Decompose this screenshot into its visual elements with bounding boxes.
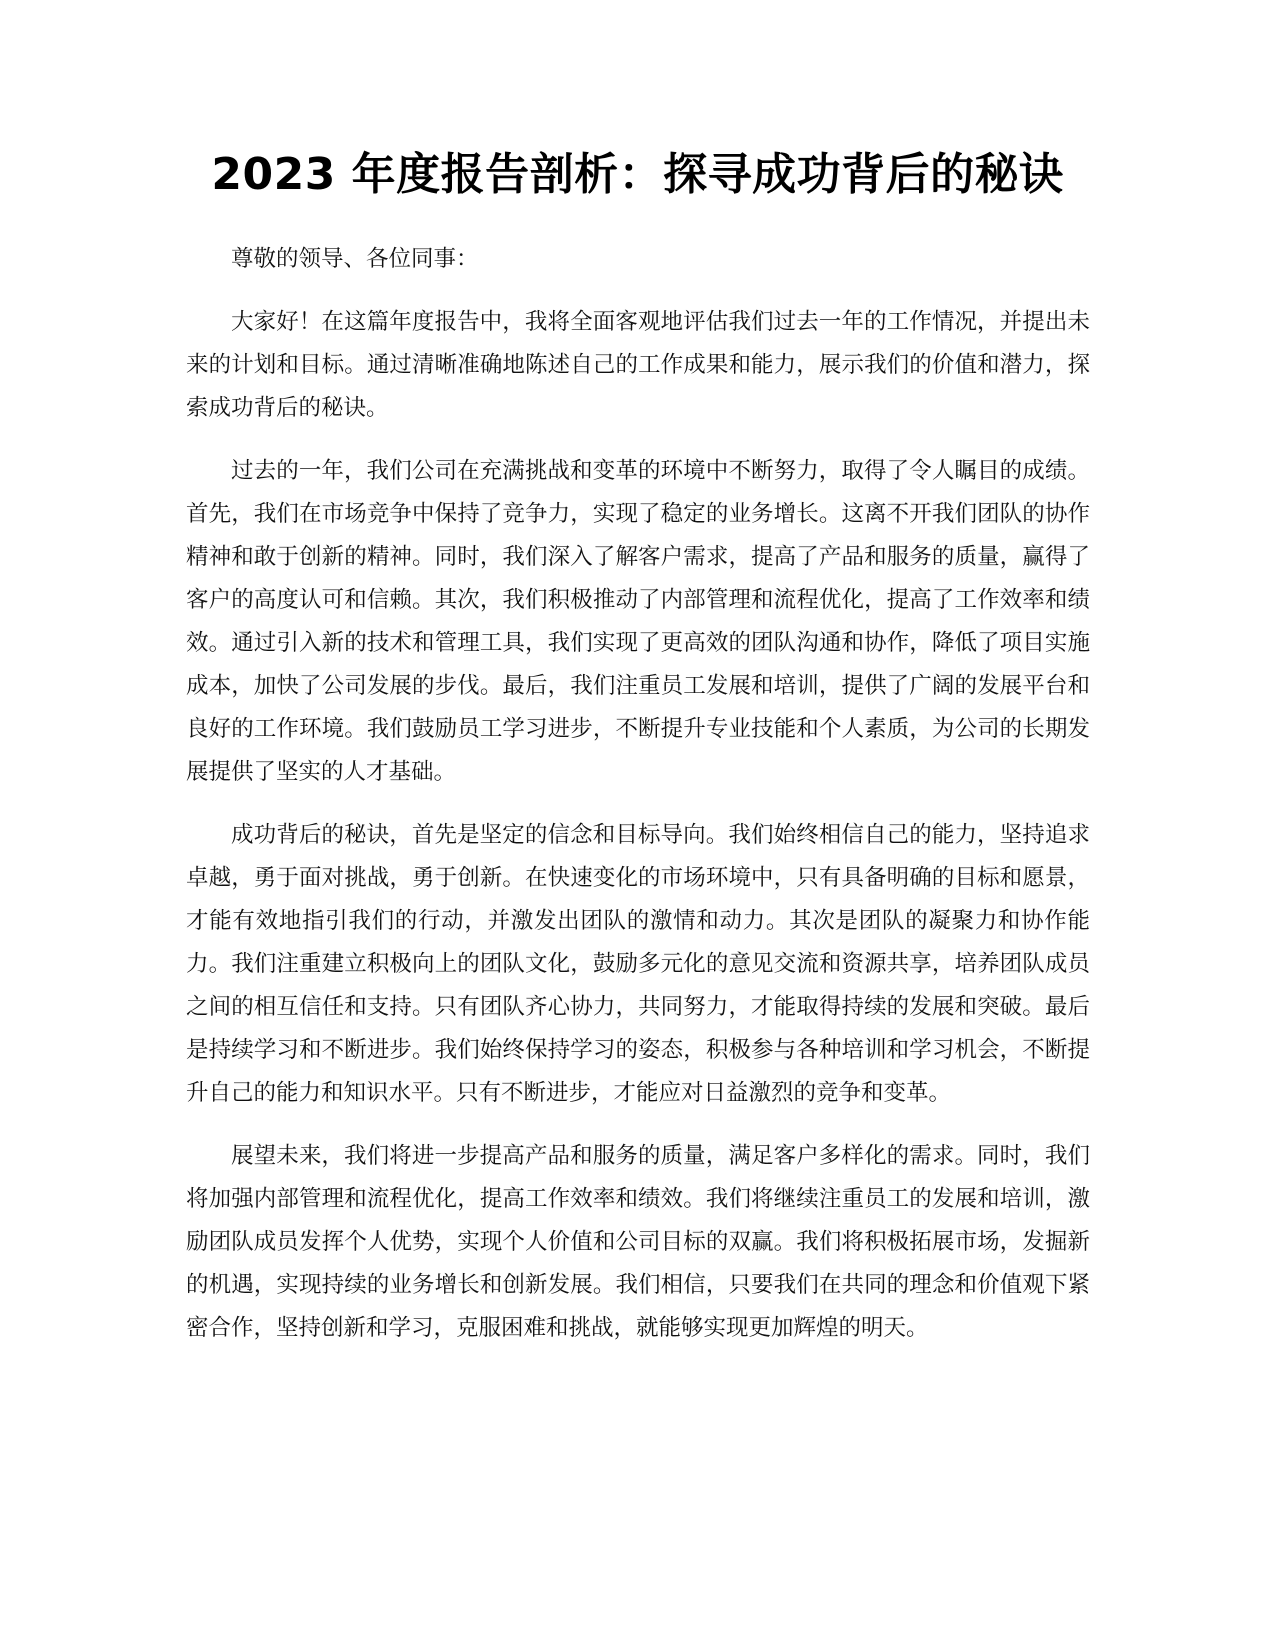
paragraph-future-outlook: 展望未来，我们将进一步提高产品和服务的质量，满足客户多样化的需求。同时，我们将加强内部管理和流程优化，提高工作效率和绩效。我们将继续注重员工的发展和培训，激励团队成员发挥个人优势，实现个人价值和公司目标的双赢。我们将积极拓展市场，发掘新的机遇，实现持续的业务增长和创新发展。我们相信，只要我们在共同的理念和价值观下紧密合作，坚持创新和学习，克服困难和挑战，就能够实现更加辉煌的明天。 (186, 1143, 1090, 1341)
paragraph-greeting: 尊敬的领导、各位同事： (231, 246, 479, 272)
paragraph-introduction: 大家好！在这篇年度报告中，我将全面客观地评估我们过去一年的工作情况，并提出未来的计划和目标。通过清晰准确地陈述自己的工作成果和能力，展示我们的价值和潜力，探索成功背后的秘诀。 (186, 309, 1090, 421)
document-title: 2023 年度报告剖析：探寻成功背后的秘诀 (211, 149, 1064, 200)
paragraph-success-secrets: 成功背后的秘诀，首先是坚定的信念和目标导向。我们始终相信自己的能力，坚持追求卓越，勇于面对挑战，勇于创新。在快速变化的市场环境中，只有具备明确的目标和愿景，才能有效地指引我们的行动，并激发出团队的激情和动力。其次是团队的凝聚力和协作能力。我们注重建立积极向上的团队文化，鼓励多元化的意见交流和资源共享，培养团队成员之间的相互信任和支持。只有团队齐心协力，共同努力，才能取得持续的发展和突破。最后是持续学习和不断进步。我们始终保持学习的姿态，积极参与各种培训和学习机会，不断提升自己的能力和知识水平。只有不断进步，才能应对日益激烈的竞争和变革。 (186, 822, 1090, 1106)
paragraph-past-year-review: 过去的一年，我们公司在充满挑战和变革的环境中不断努力，取得了令人瞩目的成绩。首先，我们在市场竞争中保持了竞争力，实现了稳定的业务增长。这离不开我们团队的协作精神和敢于创新的精神。同时，我们深入了解客户需求，提高了产品和服务的质量，赢得了客户的高度认可和信赖。其次，我们积极推动了内部管理和流程优化，提高了工作效率和绩效。通过引入新的技术和管理工具，我们实现了更高效的团队沟通和协作，降低了项目实施成本，加快了公司发展的步伐。最后，我们注重员工发展和培训，提供了广阔的发展平台和良好的工作环境。我们鼓励员工学习进步，不断提升专业技能和个人素质，为公司的长期发展提供了坚实的人才基础。 (186, 458, 1090, 785)
document-body (186, 238, 1090, 1370)
